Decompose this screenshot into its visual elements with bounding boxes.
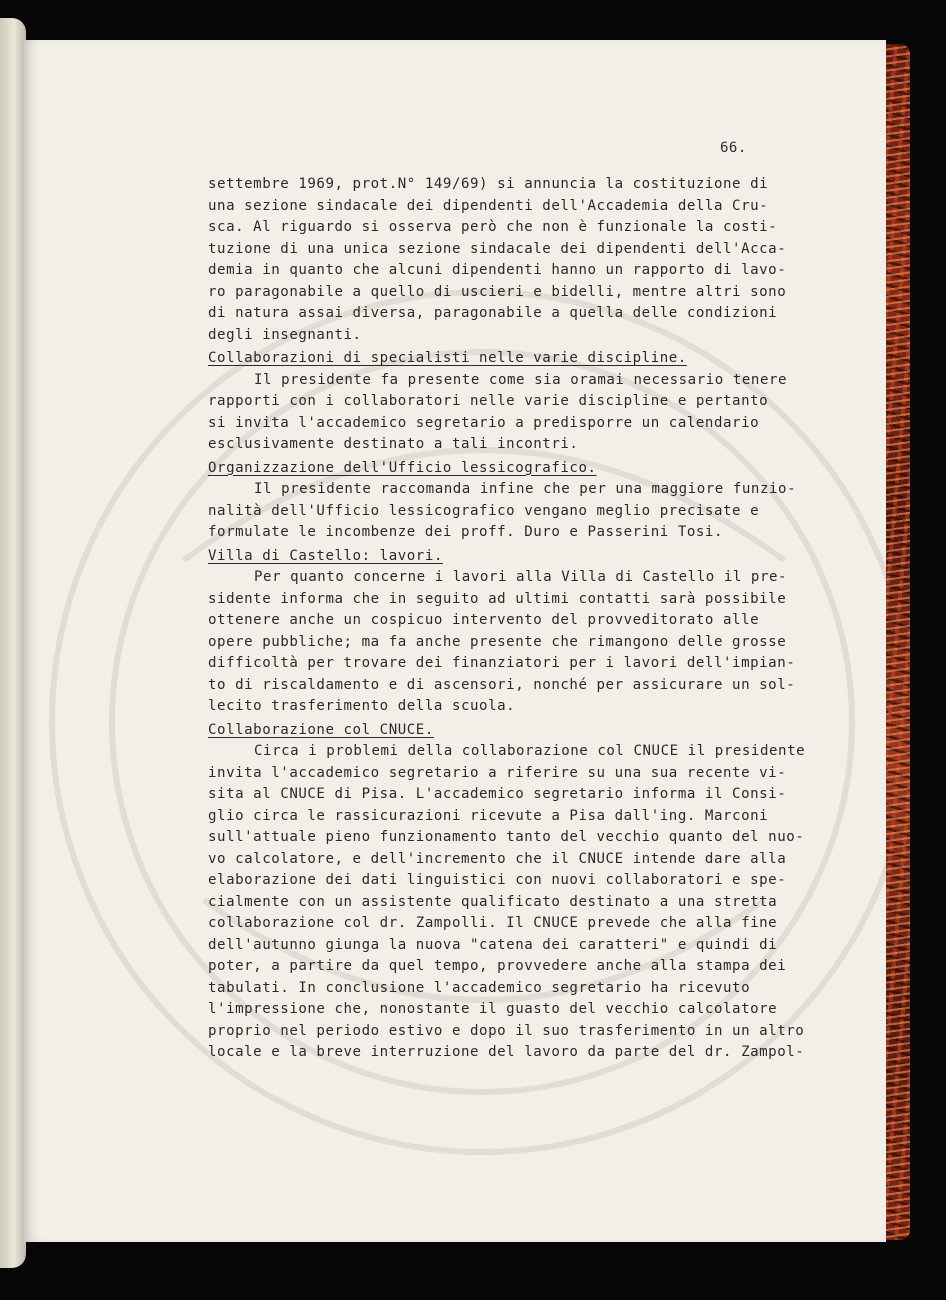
text-line: elaborazione dei dati linguistici con nuovi collaboratori e spe- (208, 872, 787, 888)
text-line: tuzione di una unica sezione sindacale dei dipendenti dell'Acca- (208, 240, 787, 257)
text-line: poter, a partire da quel tempo, provvedere anche alla stampa dei (208, 958, 787, 974)
section-heading: Collaborazione col CNUCE. (208, 721, 434, 738)
facing-page-edge (0, 18, 26, 1268)
text-line: to di riscaldamento e di ascensori, nonché per assicurare un sol- (208, 676, 796, 693)
text-line: sca. Al riguardo si osserva però che non è funzionale la costi- (208, 219, 778, 235)
text-line: locale e la breve interruzione del lavoro da parte del dr. Zampol- (208, 1044, 805, 1060)
text-line: nalità dell'Ufficio lessicografico vengano meglio precisate e (208, 502, 760, 519)
section-heading: Villa di Castello: lavori. (208, 547, 443, 564)
text-line: tabulati. In conclusione l'accademico segretario ha ricevuto (208, 979, 751, 996)
text-line: opere pubbliche; ma fa anche presente che rimangono delle grosse (208, 633, 787, 650)
text-line: difficoltà per trovare dei finanziatori per i lavori dell'impian- (208, 655, 796, 671)
text-line: vo calcolatore, e dell'incremento che il CNUCE intende dare alla (208, 850, 787, 867)
section-specialisti (208, 348, 828, 456)
text-line: una sezione sindacale dei dipendenti dell'Accademia della Cru- (208, 197, 769, 214)
text-line: settembre 1969, prot.N° 149/69) si annuncia la costituzione di (208, 176, 769, 192)
section-villa-castello (208, 546, 828, 718)
text-line: ottenere anche un cospicuo intervento del provveditorato alle (208, 612, 760, 628)
text-line: esclusivamente destinato a tali incontri. (208, 436, 579, 452)
text-line: invita l'accademico segretario a riferire su una sua recente vi- (208, 764, 787, 781)
text-line: sita al CNUCE di Pisa. L'accademico segretario informa il Consi- (208, 786, 787, 802)
text-line: collaborazione col dr. Zampolli. Il CNUCE prevede che alla fine (208, 915, 778, 931)
text-line: Per quanto concerne i lavori alla Villa di Castello il pre- (254, 569, 788, 585)
text-line: Il presidente raccomanda infine che per una maggiore funzio- (254, 481, 797, 497)
section-cnuce (208, 720, 828, 1064)
text-line: rapporti con i collaboratori nelle varie discipline e pertanto (208, 393, 769, 409)
typewritten-text (208, 174, 828, 1064)
text-line: Il presidente fa presente come sia oramai necessario tenere (254, 371, 788, 388)
text-line: ro paragonabile a quello di uscieri e bidelli, mentre altri sono (208, 283, 787, 300)
text-line: l'impressione che, nonostante il guasto del vecchio calcolatore (208, 1001, 778, 1017)
section-heading: Organizzazione dell'Ufficio lessicografico. (208, 459, 597, 476)
text-line: demia in quanto che alcuni dipendenti hanno un rapporto di lavo- (208, 262, 787, 278)
text-line: di natura assai diversa, paragonabile a quella delle condizioni (208, 305, 778, 321)
text-line: formulate le incombenze dei proff. Duro e Passerini Tosi. (208, 524, 724, 540)
text-line: sull'attuale pieno funzionamento tanto del vecchio quanto del nuo- (208, 829, 805, 845)
text-line: proprio nel periodo estivo e dopo il suo trasferimento in un altro (208, 1022, 805, 1039)
text-line: glio circa le rassicurazioni ricevute a Pisa dall'ing. Marconi (208, 807, 769, 824)
opening-paragraph (208, 174, 828, 346)
text-line: lecito trasferimento della scuola. (208, 698, 516, 714)
page-number: 66. (720, 140, 747, 156)
section-heading: Collaborazioni di specialisti nelle varie discipline. (208, 350, 687, 366)
text-line: Circa i problemi della collaborazione col CNUCE il presidente (254, 743, 806, 759)
section-ufficio-lessicografico (208, 458, 828, 544)
text-line: cialmente con un assistente qualificato destinato a una stretta (208, 893, 778, 910)
text-line: dell'autunno giunga la nuova "catena dei caratteri" e quindi di (208, 936, 778, 953)
text-line: si invita l'accademico segretario a predisporre un calendario (208, 414, 760, 431)
text-line: degli insegnanti. (208, 326, 362, 343)
document-page (24, 40, 886, 1242)
text-line: sidente informa che in seguito ad ultimi contatti sarà possibile (208, 590, 787, 607)
